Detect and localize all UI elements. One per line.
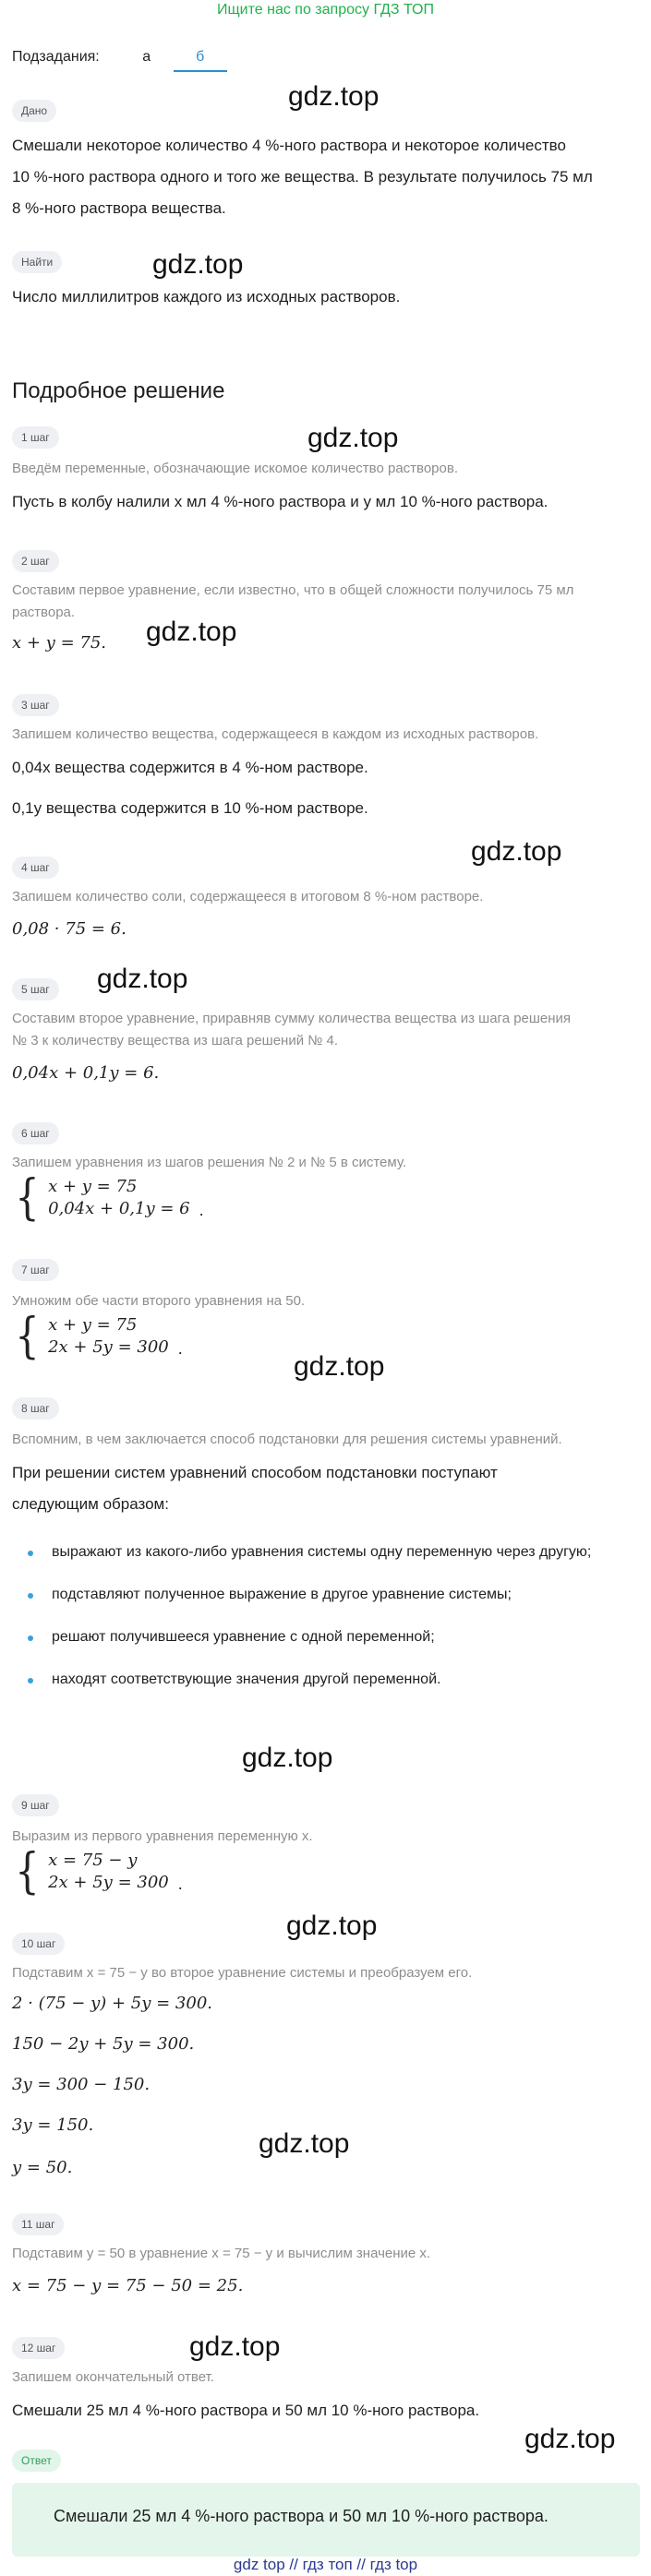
top-banner-text: Ищите нас по запросу ГДЗ ТОП bbox=[217, 2, 434, 18]
find-text: Число миллилитров каждого из исходных растворов. bbox=[12, 288, 401, 306]
step-text: следующим образом: bbox=[12, 1495, 169, 1513]
step-pill: 3 шаг bbox=[12, 694, 59, 716]
step-pill: 1 шаг bbox=[12, 426, 59, 449]
step-description: Введём переменные, обозначающие искомое количество растворов. bbox=[12, 461, 458, 476]
system-end: . bbox=[177, 1875, 183, 1893]
method-list bbox=[26, 1540, 635, 1709]
given-line-3: 8 %-ного раствора вещества. bbox=[12, 199, 226, 217]
system-line-2: 0,04x + 0,1y = 6 bbox=[48, 1199, 190, 1218]
equation: 3y = 300 − 150. bbox=[12, 2075, 151, 2094]
watermark: gdz.top bbox=[259, 2128, 350, 2159]
system-end: . bbox=[177, 1339, 183, 1358]
step-pill: 9 шаг bbox=[12, 1794, 59, 1816]
step-pill: 6 шаг bbox=[12, 1122, 59, 1144]
step-pill: 10 шаг bbox=[12, 1933, 65, 1955]
watermark: gdz.top bbox=[524, 2424, 616, 2454]
system-line-1: x + y = 75 bbox=[48, 1177, 138, 1196]
equation-system bbox=[12, 1309, 183, 1364]
system-line-1: x = 75 − y bbox=[48, 1851, 138, 1870]
tab-a[interactable]: а bbox=[142, 49, 151, 65]
given-line-2: 10 %-ного раствора одного и того же вещества. В результате получилось 75 мл bbox=[12, 168, 593, 186]
step-description: Подставим x = 75 − y во второе уравнение системы и преобразуем его. bbox=[12, 1965, 473, 1981]
step-description: Составим первое уравнение, если известно, что в общей сложности получилось 75 мл раствора. bbox=[12, 582, 574, 620]
footer-links[interactable]: gdz top // гдз топ // гдз top bbox=[233, 2556, 418, 2573]
step-text: 0,04x вещества содержится в 4 %-ном растворе. bbox=[12, 759, 368, 776]
watermark: gdz.top bbox=[307, 423, 399, 453]
step-pill: 8 шаг bbox=[12, 1397, 59, 1420]
step-pill: 2 шаг bbox=[12, 550, 59, 572]
step-description: Запишем окончательный ответ. bbox=[12, 2369, 214, 2385]
tab-b[interactable]: б bbox=[174, 42, 227, 72]
subtasks-bar bbox=[12, 42, 227, 72]
answer-text: Смешали 25 мл 4 %-ного раствора и 50 мл 10 %-ного раствора. bbox=[54, 2507, 549, 2525]
brace: { bbox=[15, 1170, 40, 1226]
top-banner bbox=[0, 0, 651, 22]
answer-box bbox=[12, 2483, 640, 2557]
system-line-1: x + y = 75 bbox=[48, 1315, 138, 1335]
step-text: Смешали 25 мл 4 %-ного раствора и 50 мл 10 %-ного раствора. bbox=[12, 2402, 480, 2419]
watermark: gdz.top bbox=[146, 617, 237, 647]
step-text: 0,1y вещества содержится в 10 %-ном растворе. bbox=[12, 799, 368, 817]
equation: 0,08 · 75 = 6. bbox=[12, 919, 127, 939]
list-item: подставляют полученное выражение в другое уравнение системы; bbox=[26, 1582, 635, 1608]
step-description: Выразим из первого уравнения переменную x. bbox=[12, 1828, 313, 1844]
watermark: gdz.top bbox=[97, 964, 188, 994]
watermark: gdz.top bbox=[286, 1911, 378, 1941]
subtasks-label: Подзадания: bbox=[12, 49, 100, 65]
step-text: При решении систем уравнений способом подстановки поступают bbox=[12, 1464, 498, 1481]
watermark: gdz.top bbox=[242, 1743, 333, 1773]
watermark: gdz.top bbox=[152, 249, 244, 280]
equation: 2 · (75 − y) + 5y = 300. bbox=[12, 1994, 213, 2013]
list-item: решают получившееся уравнение с одной переменной; bbox=[26, 1624, 635, 1650]
solution-title: Подробное решение bbox=[12, 378, 225, 403]
step-description: Вспомним, в чем заключается способ подстановки для решения системы уравнений. bbox=[12, 1432, 562, 1447]
watermark: gdz.top bbox=[189, 2331, 281, 2362]
step-description: Запишем уравнения из шагов решения № 2 и № 5 в систему. bbox=[12, 1155, 407, 1170]
equation: 3y = 150. bbox=[12, 2115, 94, 2135]
brace: { bbox=[15, 1309, 40, 1364]
equation: 0,04x + 0,1y = 6. bbox=[12, 1063, 160, 1083]
list-item: находят соответствующие значения другой переменной. bbox=[26, 1667, 635, 1693]
system-line-2: 2x + 5y = 300 bbox=[48, 1873, 169, 1892]
step-description: Составим второе уравнение, приравняв сумму количества вещества из шага решения bbox=[12, 1011, 572, 1026]
given-line-1: Смешали некоторое количество 4 %-ного раствора и некоторое количество bbox=[12, 137, 566, 154]
watermark: gdz.top bbox=[288, 81, 380, 112]
equation: x = 75 − y = 75 − 50 = 25. bbox=[12, 2276, 244, 2295]
equation: y = 50. bbox=[12, 2158, 73, 2177]
equation-system bbox=[12, 1170, 204, 1226]
equation: x + y = 75. bbox=[12, 633, 106, 653]
brace: { bbox=[15, 1844, 40, 1899]
step-pill: 11 шаг bbox=[12, 2213, 64, 2235]
system-line-2: 2x + 5y = 300 bbox=[48, 1337, 169, 1357]
system-end: . bbox=[199, 1201, 204, 1219]
step-pill: 5 шаг bbox=[12, 978, 59, 1000]
step-pill: 7 шаг bbox=[12, 1259, 59, 1281]
step-text: Пусть в колбу налили x мл 4 %-ного раствора и y мл 10 %-ного раствора. bbox=[12, 493, 549, 510]
list-item: выражают из какого-либо уравнения системы одну переменную через другую; bbox=[26, 1540, 635, 1565]
step-description: Умножим обе части второго уравнения на 50. bbox=[12, 1293, 306, 1309]
step-pill: 4 шаг bbox=[12, 857, 59, 879]
given-pill: Дано bbox=[12, 100, 56, 122]
equation-system bbox=[12, 1844, 183, 1899]
answer-pill: Ответ bbox=[12, 2450, 61, 2472]
equation: 150 − 2y + 5y = 300. bbox=[12, 2034, 195, 2054]
step-description: № 3 к количеству вещества из шага решений № 4. bbox=[12, 1033, 339, 1048]
find-pill: Найти bbox=[12, 251, 62, 273]
step-pill: 12 шаг bbox=[12, 2337, 65, 2359]
step-description: Запишем количество вещества, содержащееся в каждом из исходных растворов. bbox=[12, 726, 539, 742]
watermark: gdz.top bbox=[294, 1351, 385, 1382]
step-description: Подставим y = 50 в уравнение x = 75 − y и вычислим значение x. bbox=[12, 2246, 431, 2261]
watermark: gdz.top bbox=[471, 836, 562, 867]
step-description: Запишем количество соли, содержащееся в итоговом 8 %-ном растворе. bbox=[12, 889, 484, 905]
